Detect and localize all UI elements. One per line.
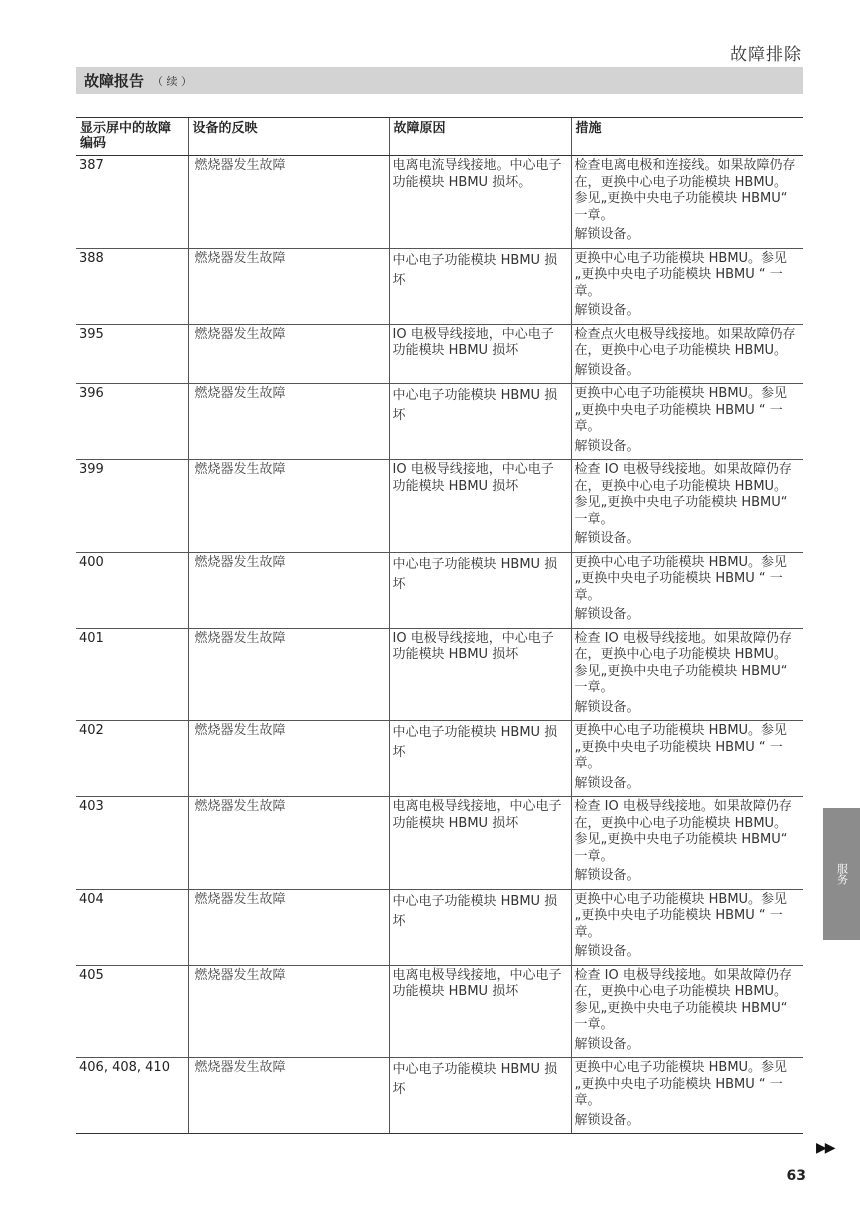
table-row [76,552,803,628]
unlock-instruction: 解锁设备。 [574,303,640,318]
unlock-instruction: 解锁设备。 [574,699,640,715]
device-reaction-cell: 燃烧器发生故障 [188,1058,389,1134]
measure-text: 更换中心电子功能模块 HBMU。参见„更换中央电子功能模块 HBMU “ 一章。 [574,250,788,299]
unlock-instruction: 解锁设备。 [574,1036,640,1052]
fault-cause-cell: 中心电子功能模块 HBMU 损坏 [389,248,571,324]
measure-cell [571,324,803,384]
header-fault-cause: 故障原因 [389,118,571,156]
unlock-instruction: 解锁设备。 [574,1112,640,1128]
device-reaction-cell: 燃烧器发生故障 [188,797,389,890]
fault-cause-cell: 中心电子功能模块 HBMU 损坏 [389,1058,571,1134]
table-row [76,460,803,553]
fault-table-body [76,156,803,1134]
table-row [76,965,803,1058]
measure-text: 检查点火电极导线接地。如果故障仍存在，更换中心电子功能模块 HBMU。 [574,326,796,358]
section-title: 故障报告 [84,72,145,90]
fault-code-cell: 400 [76,552,188,628]
side-tab-label: 服务 [835,863,849,885]
fault-code-cell: 395 [76,324,188,384]
measure-text: 更换中心电子功能模块 HBMU。参见„更换中央电子功能模块 HBMU “ 一章。 [574,386,788,434]
section-title-bar [76,67,803,94]
device-reaction-cell: 燃烧器发生故障 [188,460,389,553]
fault-code-cell: 406, 408, 410 [76,1058,188,1134]
measure-cell [571,721,803,797]
fault-cause-cell: 电离电极导线接地，中心电子功能模块 HBMU 损坏 [389,797,571,890]
unlock-instruction: 解锁设备。 [574,607,640,622]
device-reaction-cell: 燃烧器发生故障 [188,965,389,1058]
measure-cell [571,889,803,965]
measure-cell [571,797,803,890]
page-number: 63 [786,1168,806,1184]
measure-text: 检查电离电极和连接线。如果故障仍存在，更换中心电子功能模块 HBMU。参见„更换中央电子功能模块 HBMU“ 一章。 [574,158,796,223]
fault-code-cell: 399 [76,460,188,553]
header-fault-code: 显示屏中的故障编码 [76,118,188,156]
table-row [76,248,803,324]
fault-code-cell: 396 [76,384,188,460]
device-reaction-cell: 燃烧器发生故障 [188,384,389,460]
measure-cell [571,552,803,628]
measure-cell [571,1058,803,1134]
fault-code-cell: 388 [76,248,188,324]
fault-code-cell: 387 [76,156,188,249]
measure-cell [571,248,803,324]
measure-cell [571,965,803,1058]
fault-cause-cell: IO 电极导线接地，中心电子功能模块 HBMU 损坏 [389,324,571,384]
measure-text: 检查 IO 电极导线接地。如果故障仍存在，更换中心电子功能模块 HBMU。参见„更换中央电子功能模块 HBMU“ 一章。 [574,799,792,864]
side-tab [823,808,860,940]
measure-text: 更换中心电子功能模块 HBMU。参见„更换中央电子功能模块 HBMU “ 一章。 [574,1060,788,1108]
fault-table [76,117,803,1134]
table-row [76,156,803,249]
table-row [76,324,803,384]
device-reaction-cell: 燃烧器发生故障 [188,628,389,721]
fault-cause-cell: 电离电极导线接地，中心电子功能模块 HBMU 损坏 [389,965,571,1058]
unlock-instruction: 解锁设备。 [574,438,640,454]
header-measures: 措施 [571,118,803,156]
unlock-instruction: 解锁设备。 [574,944,640,959]
device-reaction-cell: 燃烧器发生故障 [188,552,389,628]
fault-code-cell: 404 [76,889,188,965]
device-reaction-cell: 燃烧器发生故障 [188,721,389,797]
fault-cause-cell: 中心电子功能模块 HBMU 损坏 [389,721,571,797]
fault-code-cell: 402 [76,721,188,797]
device-reaction-cell: 燃烧器发生故障 [188,889,389,965]
unlock-instruction: 解锁设备。 [574,227,640,242]
measure-text: 更换中心电子功能模块 HBMU。参见„更换中央电子功能模块 HBMU “ 一章。 [574,891,788,940]
unlock-instruction: 解锁设备。 [574,868,640,883]
next-page-arrow-icon: ▶▶ [816,1140,834,1156]
fault-code-cell: 403 [76,797,188,890]
unlock-instruction: 解锁设备。 [574,362,640,378]
fault-cause-cell: IO 电极导线接地，中心电子功能模块 HBMU 损坏 [389,628,571,721]
fault-cause-cell: 电离电流导线接地。中心电子功能模块 HBMU 损坏。 [389,156,571,249]
measure-text: 检查 IO 电极导线接地。如果故障仍存在，更换中心电子功能模块 HBMU。参见„更换中央电子功能模块 HBMU“ 一章。 [574,630,792,695]
table-header-row [76,118,803,156]
measure-text: 检查 IO 电极导线接地。如果故障仍存在，更换中心电子功能模块 HBMU。参见„更换中央电子功能模块 HBMU“ 一章。 [574,967,792,1032]
fault-code-cell: 405 [76,965,188,1058]
table-row [76,384,803,460]
fault-cause-cell: 中心电子功能模块 HBMU 损坏 [389,552,571,628]
table-row [76,889,803,965]
header-device-reaction: 设备的反映 [188,118,389,156]
measure-text: 更换中心电子功能模块 HBMU。参见„更换中央电子功能模块 HBMU “ 一章。 [574,554,788,603]
table-row [76,797,803,890]
fault-cause-cell: 中心电子功能模块 HBMU 损坏 [389,889,571,965]
measure-text: 检查 IO 电极导线接地。如果故障仍存在，更换中心电子功能模块 HBMU。参见„更换中央电子功能模块 HBMU“ 一章。 [574,462,792,527]
table-row [76,628,803,721]
fault-code-cell: 401 [76,628,188,721]
section-header: 故障排除 [730,45,802,65]
table-row [76,721,803,797]
unlock-instruction: 解锁设备。 [574,775,640,791]
table-row [76,1058,803,1134]
fault-cause-cell: IO 电极导线接地，中心电子功能模块 HBMU 损坏 [389,460,571,553]
unlock-instruction: 解锁设备。 [574,531,640,546]
device-reaction-cell: 燃烧器发生故障 [188,248,389,324]
measure-cell [571,460,803,553]
fault-cause-cell: 中心电子功能模块 HBMU 损坏 [389,384,571,460]
measure-cell [571,628,803,721]
measure-cell [571,156,803,249]
device-reaction-cell: 燃烧器发生故障 [188,156,389,249]
section-subtitle: （ 续 ） [152,74,193,88]
device-reaction-cell: 燃烧器发生故障 [188,324,389,384]
measure-text: 更换中心电子功能模块 HBMU。参见„更换中央电子功能模块 HBMU “ 一章。 [574,723,788,771]
measure-cell [571,384,803,460]
